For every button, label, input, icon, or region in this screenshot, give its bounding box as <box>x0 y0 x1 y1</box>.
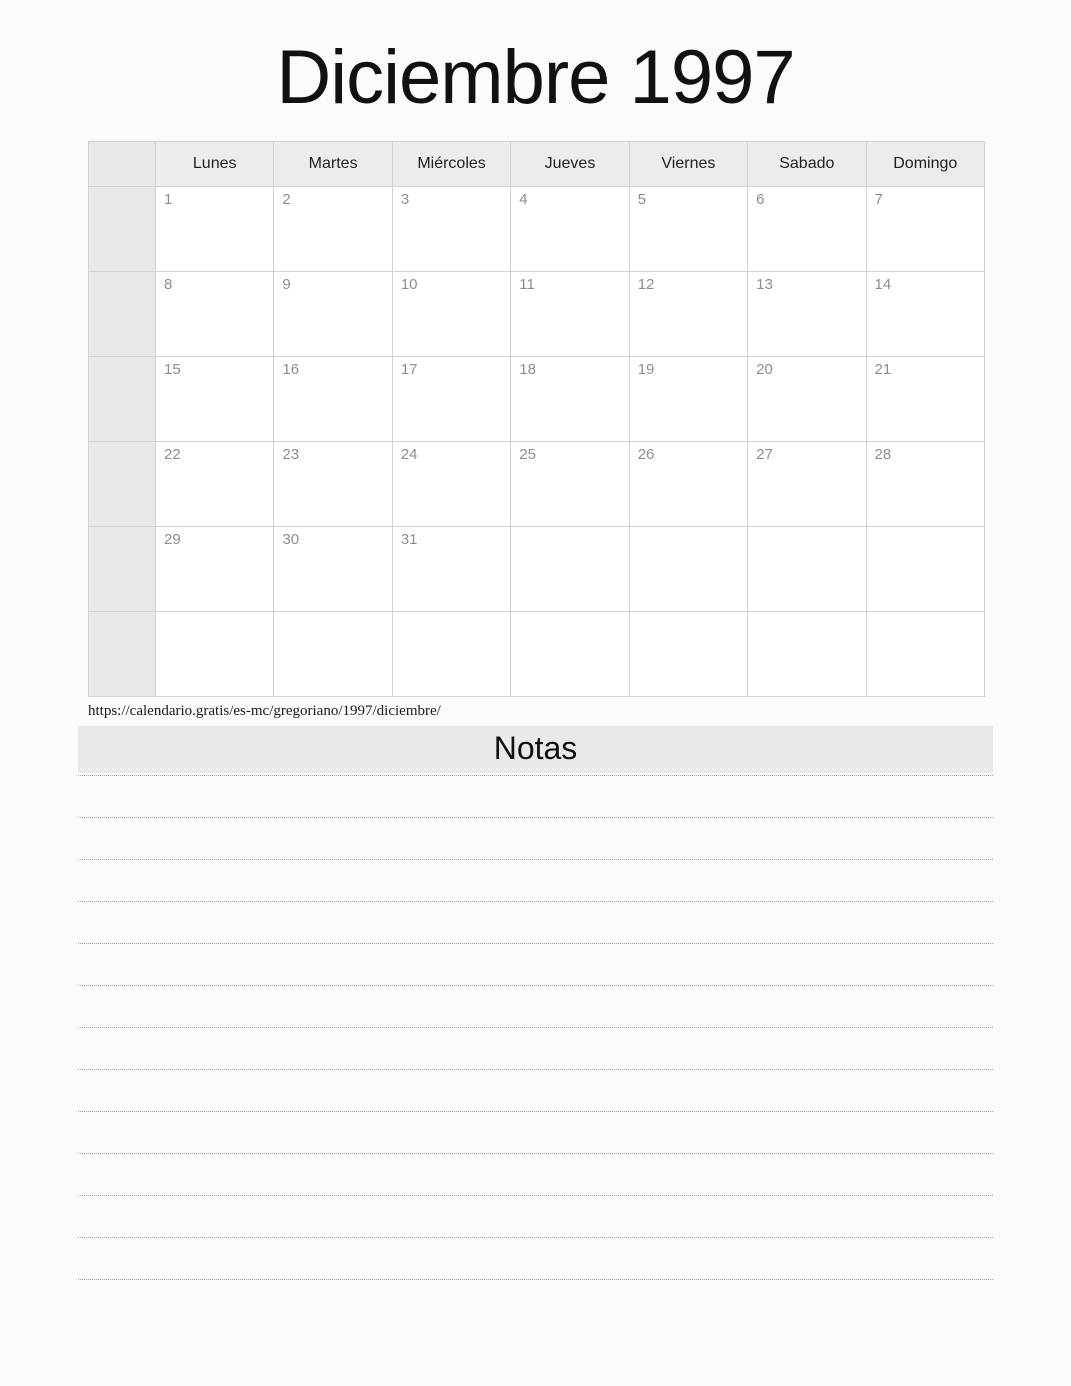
week-number-cell <box>89 272 156 357</box>
weekday-header-martes: Martes <box>274 142 392 187</box>
day-number: 16 <box>282 361 300 378</box>
day-cell[interactable] <box>511 612 629 697</box>
calendar-table <box>88 141 985 697</box>
day-number: 30 <box>282 531 300 548</box>
day-cell[interactable] <box>511 272 629 357</box>
day-number: 25 <box>519 446 536 463</box>
day-number: 7 <box>874 191 883 208</box>
day-cell[interactable] <box>866 442 984 527</box>
day-cell[interactable] <box>629 527 747 612</box>
day-number: 17 <box>400 361 418 378</box>
note-line[interactable] <box>78 986 993 1028</box>
day-number: 26 <box>637 446 655 463</box>
week-number-column-header <box>89 142 156 187</box>
day-number: 19 <box>637 361 655 378</box>
day-cell[interactable] <box>156 357 274 442</box>
weekday-header-sabado: Sabado <box>748 142 866 187</box>
day-number: 13 <box>756 276 773 293</box>
day-number: 6 <box>756 191 765 208</box>
day-cell[interactable] <box>866 357 984 442</box>
note-line[interactable] <box>78 902 993 944</box>
note-line[interactable] <box>78 1196 993 1238</box>
day-cell[interactable] <box>392 527 510 612</box>
note-line[interactable] <box>78 1154 993 1196</box>
note-line[interactable] <box>78 818 993 860</box>
day-cell[interactable] <box>511 187 629 272</box>
day-number: 20 <box>756 361 773 378</box>
weekday-header-jueves: Jueves <box>511 142 629 187</box>
day-number: 28 <box>874 446 892 463</box>
day-cell[interactable] <box>156 527 274 612</box>
notes-section <box>78 726 993 1280</box>
day-number: 24 <box>400 446 418 463</box>
day-number: 22 <box>164 446 181 463</box>
weekday-header-viernes: Viernes <box>629 142 747 187</box>
day-cell[interactable] <box>392 612 510 697</box>
calendar-container <box>88 141 983 697</box>
day-cell[interactable] <box>156 187 274 272</box>
day-number: 5 <box>637 191 647 208</box>
day-number: 9 <box>282 276 291 293</box>
day-cell[interactable] <box>748 612 866 697</box>
weekday-header-domingo: Domingo <box>866 142 984 187</box>
calendar-week-row <box>89 612 985 697</box>
note-line[interactable] <box>78 860 993 902</box>
day-cell[interactable] <box>392 357 510 442</box>
day-cell[interactable] <box>629 357 747 442</box>
calendar-week-row <box>89 272 985 357</box>
day-number: 1 <box>164 191 173 208</box>
day-cell[interactable] <box>274 357 392 442</box>
week-number-cell <box>89 357 156 442</box>
note-line[interactable] <box>78 1238 993 1280</box>
note-line[interactable] <box>78 1028 993 1070</box>
day-cell[interactable] <box>748 187 866 272</box>
day-cell[interactable] <box>156 272 274 357</box>
day-cell[interactable] <box>629 442 747 527</box>
notes-title: Notas <box>78 726 993 773</box>
day-number: 27 <box>756 446 773 463</box>
day-cell[interactable] <box>866 527 984 612</box>
day-number: 11 <box>519 276 535 293</box>
day-cell[interactable] <box>629 187 747 272</box>
note-line[interactable] <box>78 775 993 818</box>
day-number: 31 <box>400 531 418 548</box>
day-cell[interactable] <box>748 527 866 612</box>
day-number: 12 <box>637 276 655 293</box>
day-number: 21 <box>874 361 892 378</box>
day-cell[interactable] <box>392 272 510 357</box>
week-number-cell <box>89 612 156 697</box>
day-number: 23 <box>282 446 300 463</box>
note-line[interactable] <box>78 1070 993 1112</box>
day-cell[interactable] <box>392 187 510 272</box>
notes-lines <box>78 773 993 1280</box>
day-cell[interactable] <box>274 527 392 612</box>
day-cell[interactable] <box>748 442 866 527</box>
day-number: 15 <box>164 361 181 378</box>
page-title: Diciembre 1997 <box>276 35 795 120</box>
week-number-cell <box>89 442 156 527</box>
day-number: 18 <box>519 361 536 378</box>
day-number: 3 <box>400 191 410 208</box>
day-number: 8 <box>164 276 173 293</box>
calendar-week-row <box>89 187 985 272</box>
day-cell[interactable] <box>511 357 629 442</box>
day-cell[interactable] <box>629 272 747 357</box>
week-number-cell <box>89 527 156 612</box>
week-number-cell <box>89 187 156 272</box>
calendar-week-row <box>89 442 985 527</box>
day-cell[interactable] <box>511 527 629 612</box>
source-url[interactable]: https://calendario.gratis/es-mc/gregoriano/1997/diciembre/ <box>88 703 441 719</box>
day-cell[interactable] <box>866 187 984 272</box>
day-cell[interactable] <box>274 187 392 272</box>
day-cell[interactable] <box>156 612 274 697</box>
day-number: 10 <box>400 276 418 293</box>
day-cell[interactable] <box>866 612 984 697</box>
day-cell[interactable] <box>274 612 392 697</box>
day-cell[interactable] <box>156 442 274 527</box>
note-line[interactable] <box>78 944 993 986</box>
day-number: 4 <box>519 191 528 208</box>
weekday-header-miercoles: Miércoles <box>392 142 510 187</box>
day-number: 14 <box>874 276 892 293</box>
day-cell[interactable] <box>629 612 747 697</box>
day-cell[interactable] <box>274 442 392 527</box>
day-cell[interactable] <box>511 442 629 527</box>
calendar-week-row <box>89 357 985 442</box>
day-cell[interactable] <box>748 357 866 442</box>
day-number: 2 <box>282 191 291 208</box>
note-line[interactable] <box>78 1112 993 1154</box>
day-cell[interactable] <box>748 272 866 357</box>
day-number: 29 <box>164 531 181 548</box>
weekday-header-lunes: Lunes <box>156 142 274 187</box>
calendar-header-row <box>89 142 985 187</box>
calendar-week-row <box>89 527 985 612</box>
day-cell[interactable] <box>392 442 510 527</box>
day-cell[interactable] <box>866 272 984 357</box>
day-cell[interactable] <box>274 272 392 357</box>
